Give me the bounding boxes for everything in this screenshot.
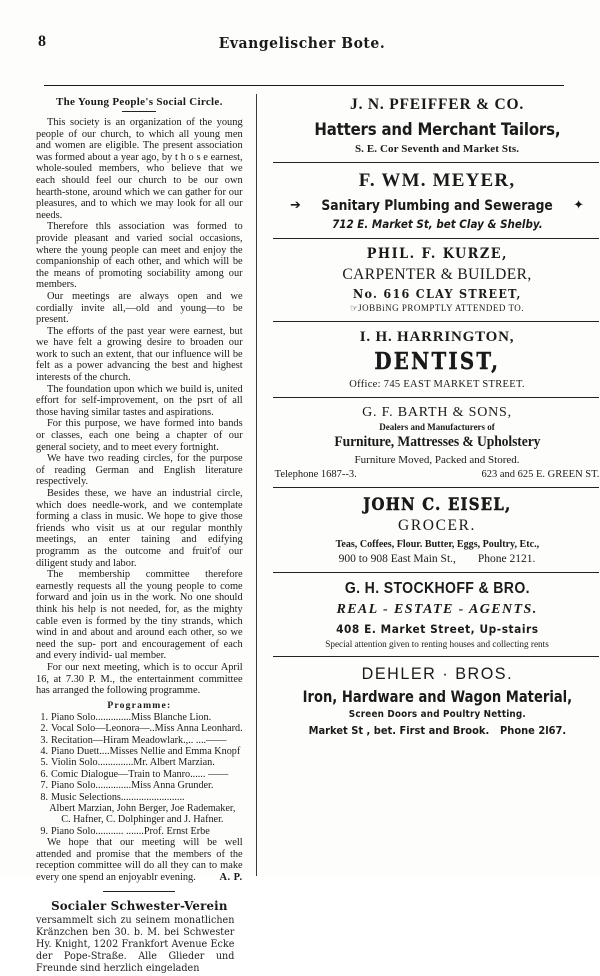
programme-item-number: 7. (40, 780, 48, 792)
publication-title: Evangelischer Bote. (218, 34, 386, 52)
ad-address: 712 E. Market St, bet Clay & Shelby. (331, 217, 543, 231)
programme-item-number: 1. (40, 711, 48, 723)
ad-contact-row (289, 724, 585, 737)
arrow-left-icon: ✦ (573, 198, 585, 213)
programme-item-text: Recitation—Hiram Meadowlark.,.. ....—— (51, 734, 227, 746)
programme-item (36, 780, 243, 791)
pointing-hand-icon: ☞ (350, 304, 359, 314)
ad-address: Office: 745 EAST MARKET STREET. (349, 379, 525, 390)
ad-dehler[interactable] (271, 664, 600, 737)
ad-meyer[interactable] (271, 170, 600, 231)
ad-address: 623 and 625 E. GREEN ST. (481, 469, 600, 480)
programme-item-number: 4. (40, 745, 48, 757)
programme-item-text: Violin Solo..............Mr. Albert Marzian. (51, 757, 215, 769)
programme-item (36, 826, 243, 837)
ad-divider (273, 487, 600, 488)
ad-divider (273, 572, 600, 573)
ad-trade-line: Iron, Hardware and Wagon Material, (302, 687, 572, 706)
ad-trade-line: Hatters and Merchant Tailors, (314, 120, 561, 140)
ad-divider (273, 321, 600, 322)
ad-address: 900 to 908 East Main St., (338, 553, 456, 565)
ad-contact-row (273, 553, 600, 565)
article-paragraph: The membership committee therefore earnestly requests all the young people to come forward and join us in the work. No one should think his help is not needed, for, as the mighty cable even is formed by the tiny strands, which wind in and about and around each other, so we need the sup- port and encouragement of each and every individ- ual member. (36, 569, 243, 662)
programme-item (36, 792, 243, 803)
ad-trade-row (273, 196, 600, 217)
editorial-column (36, 94, 255, 975)
ad-business-name: J. N. PFEIFFER & CO. (350, 96, 525, 113)
article-title: The Young People's Social Circle. (56, 96, 223, 108)
ad-trade-line: Sanitary Plumbing and Sewerage (321, 198, 553, 214)
arrow-right-icon: ➔ (290, 198, 301, 213)
ad-divider (273, 238, 600, 239)
ad-business-name: PHIL. F. KURZE, (366, 246, 508, 262)
ad-divider (273, 162, 600, 163)
ad-subtitle: Dealers and Manufacturers of (379, 422, 495, 432)
masthead (0, 0, 600, 76)
ad-business-name: F. WM. MEYER, (358, 170, 516, 191)
programme-item-number: 6. (40, 768, 48, 780)
ad-trade-line: GROCER. (398, 517, 476, 534)
ad-trade-line: Furniture, Mattresses & Upholstery (334, 434, 541, 450)
ad-trade-line: REAL - ESTATE - AGENTS. (336, 602, 538, 617)
ad-divider (273, 397, 600, 398)
programme-item-text: Music Selections......................... (51, 791, 185, 803)
programme-item-number: 8. (40, 791, 48, 803)
article-paragraph: Besides these, we have an industrial circle, which does needle-work, and we contemplate forming a class in music. We hope to give those friends who visit us at our regular monthly meetings, an enter taining and edifying programm as the outcome and fruit'of our diligent study and labor. (36, 488, 243, 569)
programme-item (36, 757, 243, 768)
article-paragraph: This society is an organization of the young people of our church, to which all young men and women are eligible. The present association was formed about a year ago, by t h o s e earnest, whole-souled members, who believe that we each should feel our church to be our own hearth-stone, around which we can gather for our pleasures, and to which we may look for all our needs. (36, 117, 243, 221)
article-paragraph: For this purpose, we have formed into bands or classes, each one being a chapter of our general society, and to meet every fortnight. (36, 418, 243, 453)
ad-trade-line: DENTIST, (374, 348, 500, 375)
programme-item (36, 746, 243, 757)
ad-note-row (273, 303, 600, 314)
ad-address: No. 616 CLAY STREET, (352, 287, 522, 301)
programme-list (36, 712, 243, 837)
ad-eisel[interactable] (271, 495, 600, 565)
ad-phone: Phone 2121. (477, 553, 536, 565)
programme-item-text: Piano Solo..............Miss Blanche Lion. (51, 711, 212, 723)
programme-item-number: 2. (40, 723, 48, 735)
article-paragraph: For our next meeting, which is to occur April 16, at 7.30 P. M., the entertainment committee has arranged the following programme. (36, 661, 243, 697)
programme-performers: Albert Marzian, John Berger, Joe Rademaker, (49, 802, 236, 814)
ad-divider (273, 656, 600, 657)
programme-item (36, 712, 243, 723)
ad-business-name: DEHLER · BROS. (361, 664, 513, 683)
programme-item-text: Piano Solo..............Miss Anna Grunder. (51, 780, 214, 792)
ad-business-name: G. H. STOCKHOFF & BRO. (344, 580, 530, 597)
ad-pfeiffer[interactable] (271, 96, 600, 155)
column-divider (256, 94, 257, 876)
programme-item-text: Vocal Solo—Leonora—..Miss Anna Leonhard. (51, 723, 243, 735)
ad-stockhoff[interactable] (271, 580, 600, 649)
ad-goods-line: Teas, Coffees, Flour. Butter, Eggs, Poultry, Etc., (335, 539, 539, 550)
ad-kurze[interactable] (271, 246, 600, 314)
ad-address: 408 E. Market Street, Up-stairs (335, 622, 539, 636)
ad-business-name: G. F. BARTH & SONS, (362, 405, 512, 420)
ad-business-name: JOHN C. EISEL, (362, 495, 512, 514)
article-paragraph: Our meetings are always open and we cordially invite all,—old and young—to be present. (36, 290, 243, 326)
advertisement-column (258, 94, 600, 876)
german-notice-body: versammelt sich zu seinem monatlichen Kränzchen ben 30. b. M. bei Schwester Hy. Knight, 1202 Frankfort Avenue Ecke der Pope-Straße. Alle Glieder und Freunde sind herzlich eingeladen (36, 914, 235, 975)
programme-item-text: Comic Dialogue—Train to Manro...... —— (51, 768, 229, 780)
ad-note: Special attention given to renting houses and collecting rents (325, 639, 549, 649)
page-columns (0, 86, 600, 975)
programme-item (36, 735, 243, 746)
article-paragraph: The efforts of the past year were earnest, but we have felt a growing desire to broaden our work to such an extent, that our influence will be felt as a power advancing the best and highest interests of the church. (36, 325, 243, 384)
ad-telephone: Telephone 1687--3. (274, 469, 357, 480)
ad-address: S. E. Cor Seventh and Market Sts. (354, 143, 520, 155)
ad-contact-row (273, 469, 600, 480)
article-paragraph: The foundation upon which we build is, united effort for self-improvement, on the psrt of all those having similar tastes and aspirations. (36, 383, 243, 418)
programme-heading: Programme: (107, 699, 172, 711)
article-signature: A. P. (219, 871, 243, 883)
title-divider (122, 111, 156, 112)
article-paragraph: Therefore thls association was formed to provide pleasant and varied social occasions, where the young people can meet and enjoy the companionship of each other, and which will be the means of promoting sociability among our members. (36, 221, 243, 291)
programme-item-number: 9. (40, 825, 48, 837)
ad-harrington[interactable] (271, 329, 600, 390)
ad-barth[interactable] (271, 405, 600, 480)
ad-note: JOBBiNG PROMPTLY ATTENDED TO. (358, 303, 525, 313)
programme-item-text: Piano Solo........... .......Prof. Ernst Erbe (51, 825, 210, 837)
ad-address: Market St , bet. First and Brook. (308, 724, 489, 737)
ad-subtitle: Screen Doors and Poultry Netting. (348, 709, 526, 720)
programme-item (36, 769, 243, 780)
ad-service-line: Furniture Moved, Packed and Stored. (354, 454, 520, 466)
ad-business-name: I. H. HARRINGTON, (359, 329, 515, 345)
programme-item-number: 3. (40, 734, 48, 746)
article-closing-text: We hope that our meeting will be well attended and promise that the members of the reception committee will do all they can to make every one spend an enjoyablr evening. (36, 837, 243, 883)
programme-item (36, 723, 243, 734)
article-paragraph: We have two reading circles, for the purpose of reading German and English literature respectively. (36, 453, 243, 488)
ad-phone: Phone 2l67. (499, 724, 566, 737)
section-divider (103, 891, 175, 892)
page-number: 8 (38, 33, 47, 50)
german-notice-heading: Socialer Schwester-Verein (51, 897, 228, 913)
programme-item-text: Piano Duett....Misses Nellie and Emma Knopf (51, 745, 241, 757)
programme-performers: C. Hafner, C. Dolphinger and J. Hafner. (61, 814, 224, 826)
ad-trade-line: CARPENTER & BUILDER, (342, 266, 532, 283)
programme-item-number: 5. (40, 757, 48, 769)
